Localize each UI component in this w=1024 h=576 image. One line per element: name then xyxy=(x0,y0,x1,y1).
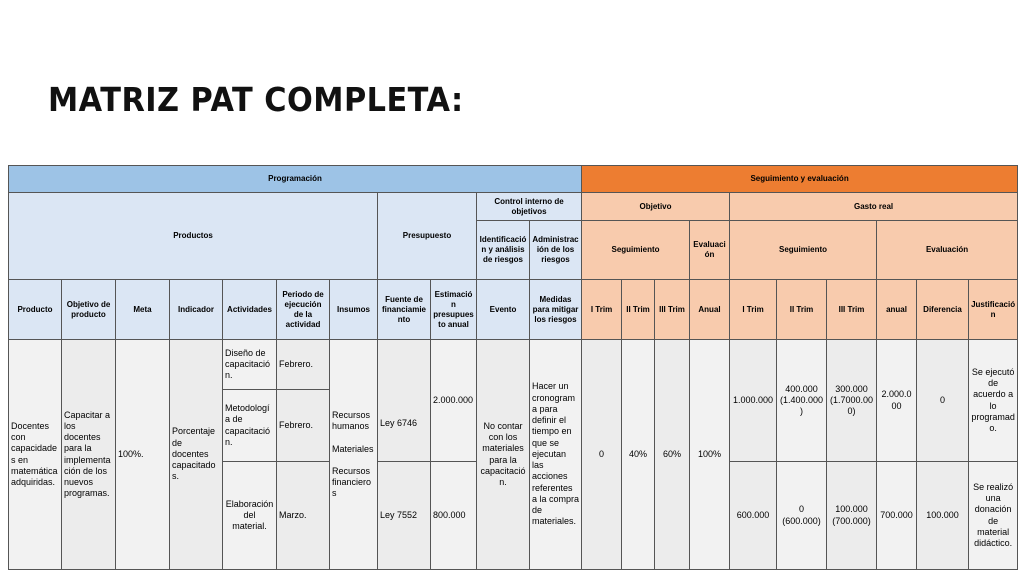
header-identificacion-riesgos: Identificación y análisis de riesgos xyxy=(477,221,530,280)
pat-matrix-table xyxy=(8,165,1018,570)
cell-justificacion-2: Se realizó una donación de material didáctico. xyxy=(969,462,1018,570)
cell-objetivo-producto: Capacitar a los docentes para la implementación de los nuevos programas. xyxy=(62,340,116,570)
cell-diferencia-1: 0 xyxy=(917,340,969,462)
cell-actividad-3: Elaboración del material. xyxy=(223,462,277,570)
header-objetivo: Objetivo xyxy=(582,193,730,221)
cell-actividad-2: Metodología de capacitación. xyxy=(223,390,277,462)
cell-estimacion-1: 2.000.000 xyxy=(431,340,477,462)
cell-gasto-anual-1: 2.000.000 xyxy=(877,340,917,462)
col-periodo-ejecucion: Periodo de ejecución de la actividad xyxy=(277,280,330,340)
cell-periodo-2: Febrero. xyxy=(277,390,330,462)
header-objetivo-evaluacion: Evaluación xyxy=(690,221,730,280)
cell-gasto-iii-trim-2: 100.000 (700.000) xyxy=(827,462,877,570)
cell-evento: No contar con los materiales para la capacitación. xyxy=(477,340,530,570)
cell-gasto-ii-trim-2: 0 (600.000) xyxy=(777,462,827,570)
col-obj-iii-trim: III Trim xyxy=(655,280,690,340)
col-meta: Meta xyxy=(116,280,170,340)
col-gasto-anual: anual xyxy=(877,280,917,340)
cell-obj-ii-trim: 40% xyxy=(622,340,655,570)
insumo-materiales: Materiales xyxy=(332,444,374,455)
header-gasto-real: Gasto real xyxy=(730,193,1018,221)
col-actividades: Actividades xyxy=(223,280,277,340)
col-fuente-financiamiento: Fuente de financiamiento xyxy=(378,280,431,340)
header-seguimiento-evaluacion: Seguimiento y evaluación xyxy=(582,166,1018,193)
cell-obj-i-trim: 0 xyxy=(582,340,622,570)
slide-title: MATRIZ PAT COMPLETA: xyxy=(48,80,464,119)
header-objetivo-seguimiento: Seguimiento xyxy=(582,221,690,280)
header-control-interno: Control interno de objetivos xyxy=(477,193,582,221)
header-gasto-seguimiento: Seguimiento xyxy=(730,221,877,280)
cell-gasto-iii-trim-1: 300.000 (1.7000.000) xyxy=(827,340,877,462)
cell-gasto-i-trim-1: 1.000.000 xyxy=(730,340,777,462)
col-obj-anual: Anual xyxy=(690,280,730,340)
col-gasto-i-trim: I Trim xyxy=(730,280,777,340)
cell-periodo-1: Febrero. xyxy=(277,340,330,390)
cell-medidas: Hacer un cronograma para definir el tiempo en que se ejecutan las acciones referentes a la compra de materiales. xyxy=(530,340,582,570)
col-evento: Evento xyxy=(477,280,530,340)
col-insumos: Insumos xyxy=(330,280,378,340)
col-medidas-mitigar: Medidas para mitigar los riesgos xyxy=(530,280,582,340)
col-estimacion-presupuesto: Estimación presupuesto anual xyxy=(431,280,477,340)
insumo-recursos-financieros: Recursos financieros xyxy=(332,465,372,498)
col-justificacion: Justificación xyxy=(969,280,1018,340)
cell-producto: Docentes con capacidades en matemática adquiridas. xyxy=(9,340,62,570)
cell-periodo-3: Marzo. xyxy=(277,462,330,570)
cell-fuente-1: Ley 6746 xyxy=(378,340,431,462)
cell-gasto-anual-2: 700.000 xyxy=(877,462,917,570)
cell-fuente-2: Ley 7552 xyxy=(378,462,431,570)
col-obj-i-trim: I Trim xyxy=(582,280,622,340)
col-obj-ii-trim: II Trim xyxy=(622,280,655,340)
cell-obj-iii-trim: 60% xyxy=(655,340,690,570)
col-gasto-iii-trim: III Trim xyxy=(827,280,877,340)
cell-indicador: Porcentaje de docentes capacitados. xyxy=(170,340,223,570)
col-producto: Producto xyxy=(9,280,62,340)
cell-estimacion-2: 800.000 xyxy=(431,462,477,570)
col-objetivo-producto: Objetivo de producto xyxy=(62,280,116,340)
col-indicador: Indicador xyxy=(170,280,223,340)
header-productos: Productos xyxy=(9,193,378,280)
cell-gasto-i-trim-2: 600.000 xyxy=(730,462,777,570)
header-gasto-evaluacion: Evaluación xyxy=(877,221,1018,280)
cell-insumos xyxy=(330,340,378,570)
header-administracion-riesgos: Administración de los riesgos xyxy=(530,221,582,280)
col-gasto-ii-trim: II Trim xyxy=(777,280,827,340)
cell-meta: 100%. xyxy=(116,340,170,570)
cell-justificacion-1: Se ejecutó de acuerdo a lo programado. xyxy=(969,340,1018,462)
cell-diferencia-2: 100.000 xyxy=(917,462,969,570)
header-presupuesto: Presupuesto xyxy=(378,193,477,280)
col-diferencia: Diferencia xyxy=(917,280,969,340)
cell-actividad-1: Diseño de capacitación. xyxy=(223,340,277,390)
cell-gasto-ii-trim-1: 400.000 (1.400.000) xyxy=(777,340,827,462)
insumo-recursos-humanos: Recursos humanos xyxy=(332,409,371,431)
cell-obj-anual: 100% xyxy=(690,340,730,570)
header-programacion: Programación xyxy=(9,166,582,193)
